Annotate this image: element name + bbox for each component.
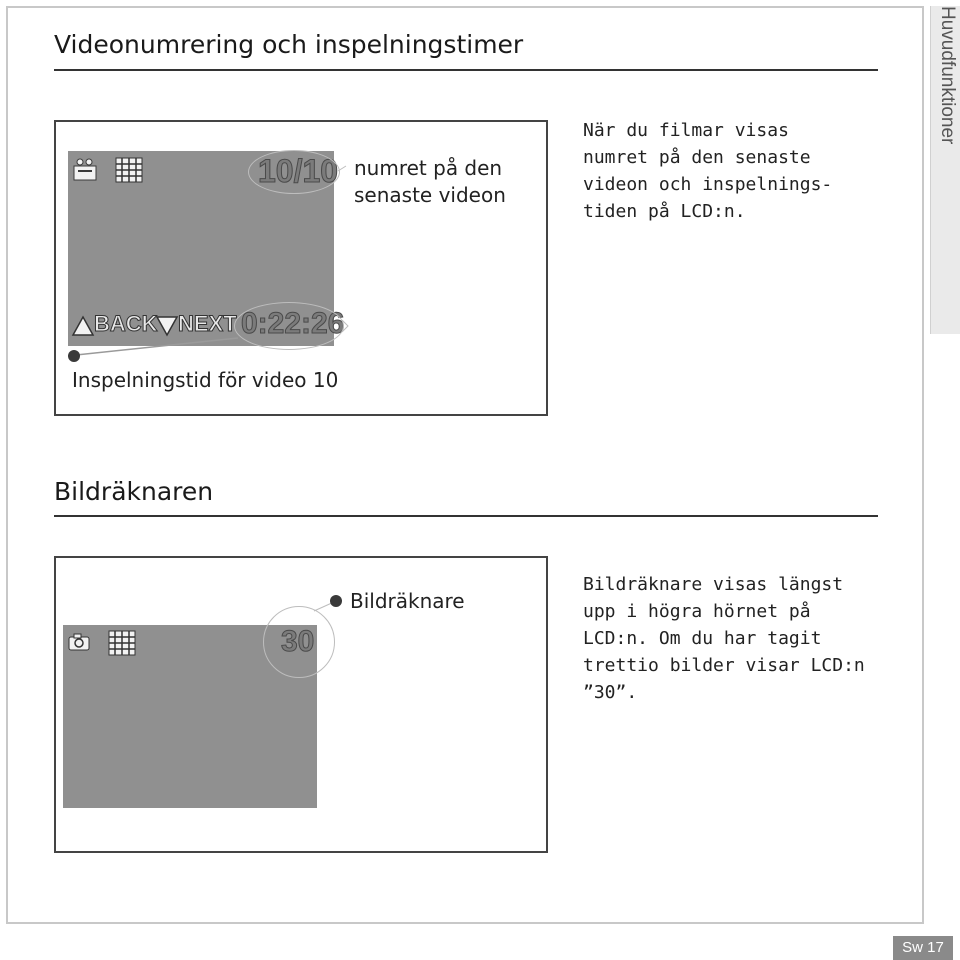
video-description-line: videon och inspelnings- — [583, 174, 833, 195]
image-counter: 30 — [281, 625, 315, 658]
image-counter-description-line: upp i högra hörnet på — [583, 601, 811, 622]
callout-number-line-1: numret på den — [354, 156, 503, 180]
video-description-line: tiden på LCD:n. — [583, 201, 746, 222]
image-counter-description — [583, 571, 865, 706]
side-tab-label: Huvudfunktioner — [937, 6, 958, 145]
callout-image-counter: Bildräknare — [350, 589, 465, 613]
callout-recording-time: Inspelningstid för video 10 — [72, 368, 339, 392]
image-counter-description-line: Bildräknare visas längst — [583, 574, 844, 595]
video-description-line: numret på den senaste — [583, 147, 811, 168]
recording-timer: 0:22:26 — [241, 307, 345, 340]
video-description-line: När du filmar visas — [583, 120, 789, 141]
section-title-video-numbering: Videonumrering och inspelningstimer — [54, 30, 524, 59]
image-counter-description-line: trettio bilder visar LCD:n — [583, 655, 865, 676]
next-label: NEXT — [178, 311, 237, 336]
back-label: BACK — [94, 311, 158, 336]
image-counter-description-line: LCD:n. Om du har tagit — [583, 628, 822, 649]
video-counter: 10/10 — [258, 153, 339, 189]
image-counter-description-line: ”30”. — [583, 682, 638, 703]
page-number: Sw 17 — [893, 936, 953, 960]
section-title-image-counter: Bildräknaren — [54, 477, 214, 506]
callout-number-line-2: senaste videon — [354, 183, 506, 207]
